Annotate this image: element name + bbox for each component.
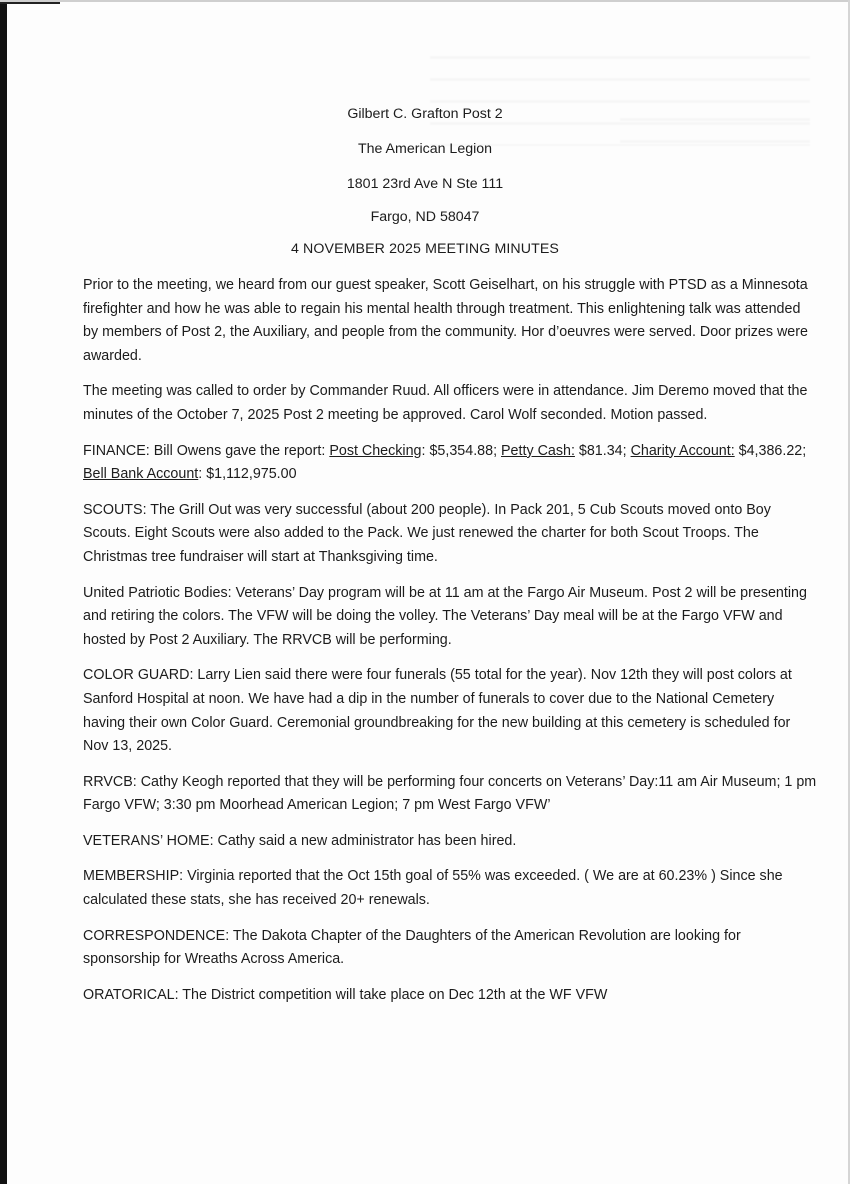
charity-account-label: Charity Account: <box>630 442 735 459</box>
post-checking-label: Post Checking <box>329 442 422 459</box>
paragraph-finance <box>83 440 818 487</box>
address-line: 1801 23rd Ave N Ste 111 <box>346 176 504 192</box>
finance-prefix: FINANCE: Bill Owens gave the report: <box>83 442 330 459</box>
petty-cash-label: Petty Cash: <box>501 442 575 459</box>
paragraph-scouts: SCOUTS: The Grill Out was very successful (about 200 people). In Pack 201, 5 Cub Scouts moved onto Boy Scouts. Eight Scouts were also added to the Pack. We just renewed the charter for both Scout Troops. The Christmas tree fundraiser will start at Thanksgiving time. <box>83 501 771 565</box>
bell-bank-label: Bell Bank Account <box>83 466 199 483</box>
paragraph-united-patriotic-bodies: United Patriotic Bodies: Veterans’ Day program will be at 11 am at the Fargo Air Museum. Post 2 will be presenting and retiring the colors. The VFW will be doing the volley. The Veterans’ Day meal will be at the Fargo VFW and hosted by Post 2 Auxiliary. The RRVCB will be performing. <box>83 584 807 648</box>
charity-account-value: $4,386.22; <box>734 442 807 459</box>
paragraph-oratorical: ORATORICAL: The District competition will take place on Dec 12th at the WF VFW <box>83 986 608 1003</box>
city-line: Fargo, ND 58047 <box>370 209 480 225</box>
paragraph-color-guard: COLOR GUARD: Larry Lien said there were four funerals (55 total for the year). Nov 12th they will post colors at Sanford Hospital at noon. We have had a dip in the number of funerals to cover due to the National Cemetery having their own Color Guard. Ceremonial groundbreaking for the new building at this cemetery is scheduled for Nov 13, 2025. <box>83 667 792 755</box>
scan-edge-top-line <box>0 0 850 2</box>
paragraph-call-to-order: The meeting was called to order by Commander Ruud. All officers were in attendance. Jim Deremo moved that the minutes of the October 7, 2025 Post 2 meeting be approved. Carol Wolf seconded. Motion passed. <box>83 383 808 423</box>
paragraph-veterans-home: VETERANS’ HOME: Cathy said a new administrator has been hired. <box>83 832 517 849</box>
minutes-body <box>83 274 818 1019</box>
paragraph-correspondence: CORRESPONDENCE: The Dakota Chapter of the Daughters of the American Revolution are looking for sponsorship for Wreaths Across America. <box>83 927 741 968</box>
petty-cash-value: $81.34; <box>574 442 631 459</box>
post-checking-value: : $5,354.88; <box>421 442 502 459</box>
paragraph-guest-speaker: Prior to the meeting, we heard from our guest speaker, Scott Geiselhart, on his struggle with PTSD as a Minnesota firefighter and how he was able to regain his mental health through treatment. This enlightening talk was attended by members of Post 2, the Auxiliary, and people from the community. Hor d’oeuvres were served. Door prizes were awarded. <box>83 277 808 364</box>
post-name: Gilbert C. Grafton Post 2 <box>347 106 503 122</box>
paragraph-membership: MEMBERSHIP: Virginia reported that the Oct 15th goal of 55% was exceeded. ( We are at 60.23% ) Since she calculated these stats, she has received 20+ renewals. <box>83 868 783 909</box>
bell-bank-value: : $1,112,975.00 <box>198 466 297 483</box>
paragraph-rrvcb: RRVCB: Cathy Keogh reported that they will be performing four concerts on Veterans’ Day:11 am Air Museum; 1 pm Fargo VFW; 3:30 pm Moorhead American Legion; 7 pm West Fargo VFW’ <box>83 773 817 814</box>
organization-name: The American Legion <box>357 141 493 157</box>
meeting-title: 4 NOVEMBER 2025 MEETING MINUTES <box>291 241 559 257</box>
